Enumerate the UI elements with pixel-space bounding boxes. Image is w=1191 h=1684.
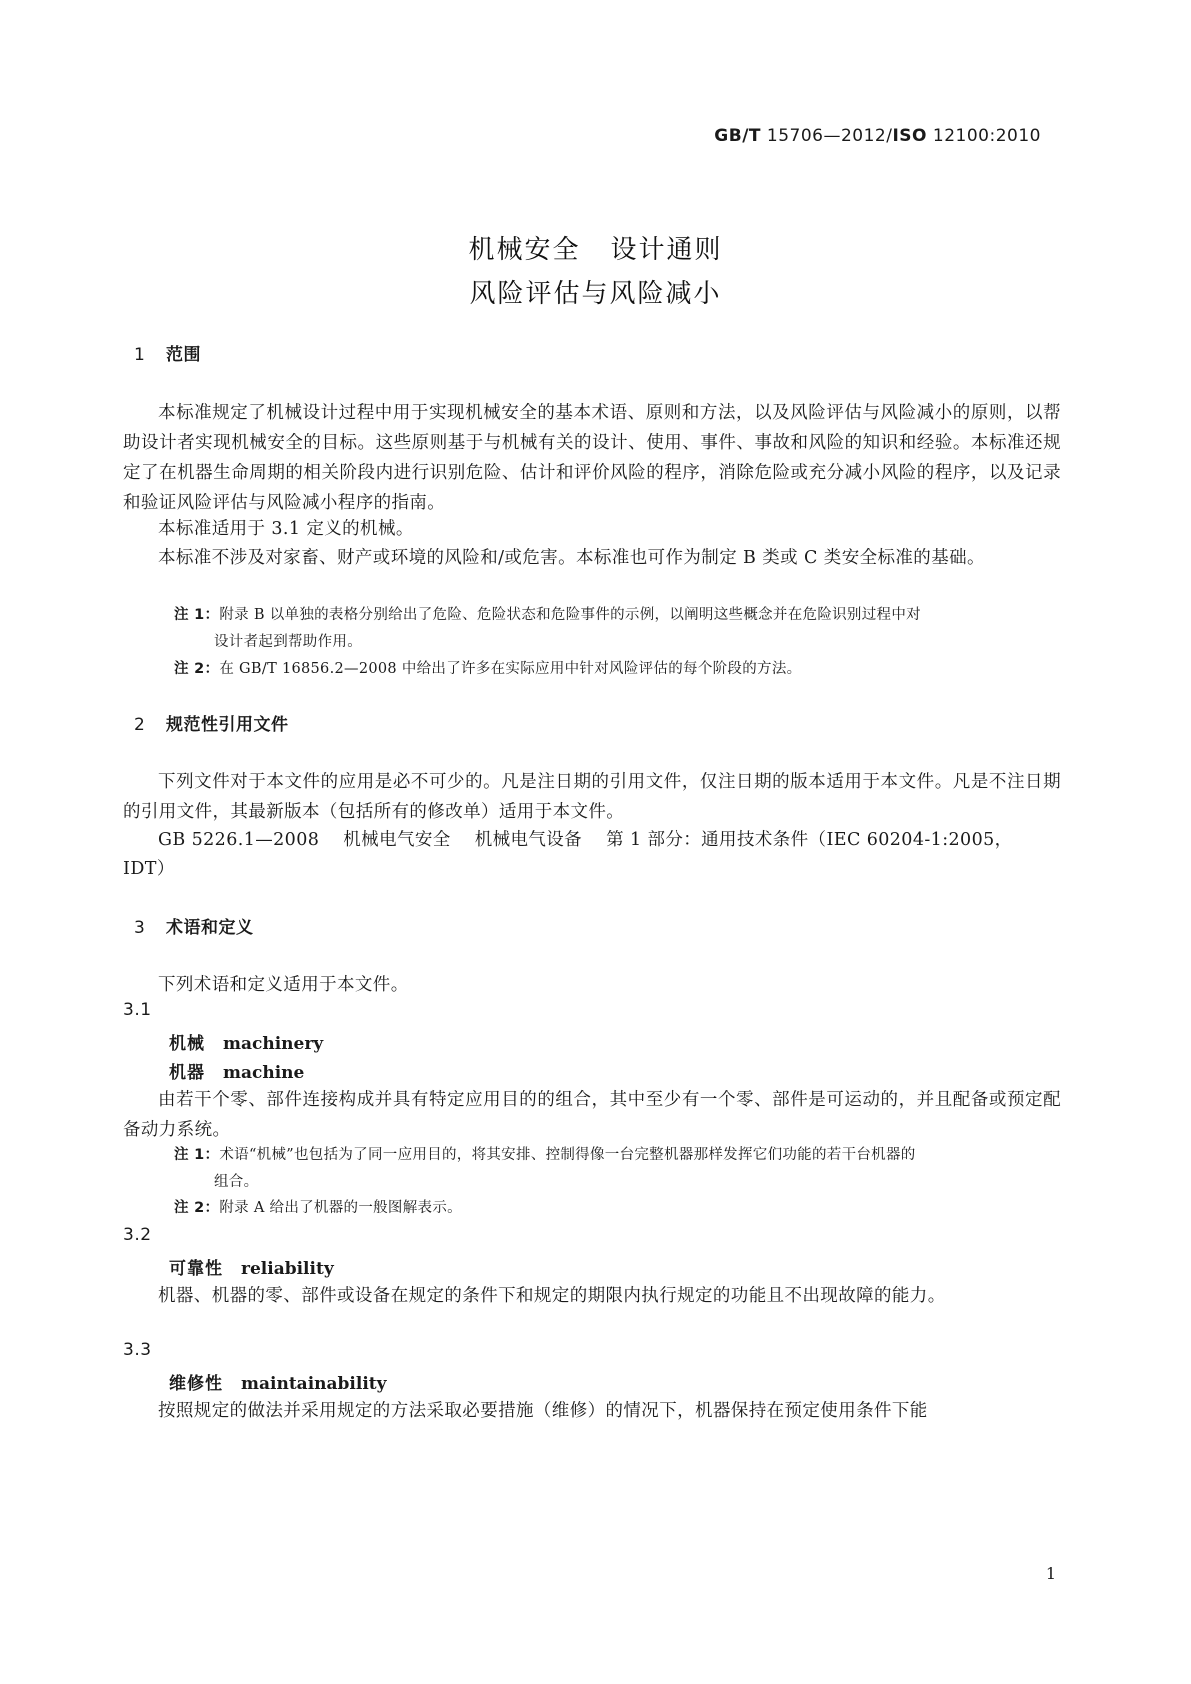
note-text-continued: 设计者起到帮助作用。 xyxy=(214,634,362,650)
std-code-number: 15706—2012/ xyxy=(766,126,893,146)
term-machine xyxy=(169,1058,304,1083)
section-2-paragraph-1: 下列文件对于本文件的应用是必不可少的。凡是注日期的引用文件，仅注日期的版本适用于本文件。凡是不注日期的引用文件，其最新版本（包括所有的修改单）适用于本文件。 xyxy=(123,772,1061,822)
note-label: 注 2： xyxy=(174,661,220,677)
note-text: 附录 B 以单独的表格分别给出了危险、危险状态和危险事件的示例，以阐明这些概念并在危险识别过程中对 xyxy=(219,607,921,623)
normative-reference xyxy=(123,825,1061,855)
section-title: 规范性引用文件 xyxy=(166,715,289,735)
section-title: 范围 xyxy=(166,345,201,365)
clause-3-1-note-1 xyxy=(174,1142,1061,1196)
title-line-2: 风险评估与风险减小 xyxy=(469,279,722,309)
clause-3-3-definition: 按照规定的做法并采用规定的方法采取必要措施（维修）的情况下，机器保持在预定使用条件下能 xyxy=(158,1401,928,1421)
clause-3-3-number: 3.3 xyxy=(123,1340,152,1360)
section-number: 3 xyxy=(134,918,146,938)
clause-3-1-note-2 xyxy=(174,1195,1061,1222)
title-line-1 xyxy=(0,228,1191,272)
page-number: 1 xyxy=(1045,1564,1056,1583)
clause-3-2-definition: 机器、机器的零、部件或设备在规定的条件下和规定的期限内执行规定的功能且不出现故障的能力。 xyxy=(158,1286,946,1306)
term-reliability xyxy=(169,1254,334,1279)
term-en: reliability xyxy=(241,1259,334,1279)
note-text: 在 GB/T 16856.2—2008 中给出了许多在实际应用中针对风险评估的每个阶段的方法。 xyxy=(219,661,802,677)
note-label: 注 2： xyxy=(174,1200,220,1216)
reference-title-2: 机械电气设备 xyxy=(474,830,583,850)
term-zh: 可靠性 xyxy=(169,1259,223,1279)
term-en: machinery xyxy=(223,1034,324,1054)
term-en: machine xyxy=(223,1063,305,1083)
section-1-heading xyxy=(134,340,201,365)
iso-number: 12100:2010 xyxy=(932,126,1041,146)
reference-title-3: 第 1 部分：通用技术条件（IEC 60204-1:2005， xyxy=(606,830,1013,850)
section-1-paragraph-2: 本标准适用于 3.1 定义的机械。 xyxy=(158,519,414,539)
section-1-paragraph-1: 本标准规定了机械设计过程中用于实现机械安全的基本术语、原则和方法，以及风险评估与风险减小的原则，以帮助设计者实现机械安全的目标。这些原则基于与机械有关的设计、使用、事件、事故和风险的知识和经验。本标准还规定了在机器生命周期的相关阶段内进行识别危险、估计和评价风险的程序，消除危险或充分减小风险的程序，以及记录和验证风险评估与风险减小程序的指南。 xyxy=(123,403,1061,513)
note-text: 附录 A 给出了机器的一般图解表示。 xyxy=(219,1200,462,1216)
term-zh: 机器 xyxy=(169,1063,205,1083)
note-text-continued: 组合。 xyxy=(214,1174,259,1190)
section-number: 2 xyxy=(134,715,146,735)
note-label: 注 1： xyxy=(174,607,220,623)
normative-reference-continued: IDT） xyxy=(123,859,175,879)
standard-code-header xyxy=(714,126,1041,146)
clause-3-2-number: 3.2 xyxy=(123,1225,152,1245)
term-machinery xyxy=(169,1029,323,1054)
term-zh: 机械 xyxy=(169,1034,205,1054)
reference-code: GB 5226.1—2008 xyxy=(158,830,320,850)
term-zh: 维修性 xyxy=(169,1374,223,1394)
title-part-1: 机械安全 xyxy=(468,235,581,265)
std-code-prefix: GB/T xyxy=(714,126,761,146)
note-label: 注 1： xyxy=(174,1147,220,1163)
document-title xyxy=(0,228,1191,316)
section-2-heading xyxy=(134,710,289,735)
reference-title-1: 机械电气安全 xyxy=(343,830,451,850)
title-part-2: 设计通则 xyxy=(610,235,723,265)
section-3-paragraph-1: 下列术语和定义适用于本文件。 xyxy=(158,975,409,995)
section-1-note-1 xyxy=(174,602,1061,656)
clause-3-1-definition: 由若干个零、部件连接构成并具有特定应用目的的组合，其中至少有一个零、部件是可运动的，并且配备或预定配备动力系统。 xyxy=(123,1090,1061,1140)
clause-3-1-number: 3.1 xyxy=(123,1000,152,1020)
section-number: 1 xyxy=(134,345,146,365)
section-title: 术语和定义 xyxy=(166,918,254,938)
section-1-paragraph-3: 本标准不涉及对家畜、财产或环境的风险和/或危害。本标准也可作为制定 B 类或 C 类安全标准的基础。 xyxy=(158,548,985,568)
term-en: maintainability xyxy=(241,1374,387,1394)
section-1-note-2 xyxy=(174,656,1061,683)
term-maintainability xyxy=(169,1369,387,1394)
section-3-heading xyxy=(134,913,254,938)
note-text: 术语“机械”也包括为了同一应用目的，将其安排、控制得像一台完整机器那样发挥它们功能的若干台机器的 xyxy=(219,1147,916,1163)
iso-prefix: ISO xyxy=(892,126,928,146)
